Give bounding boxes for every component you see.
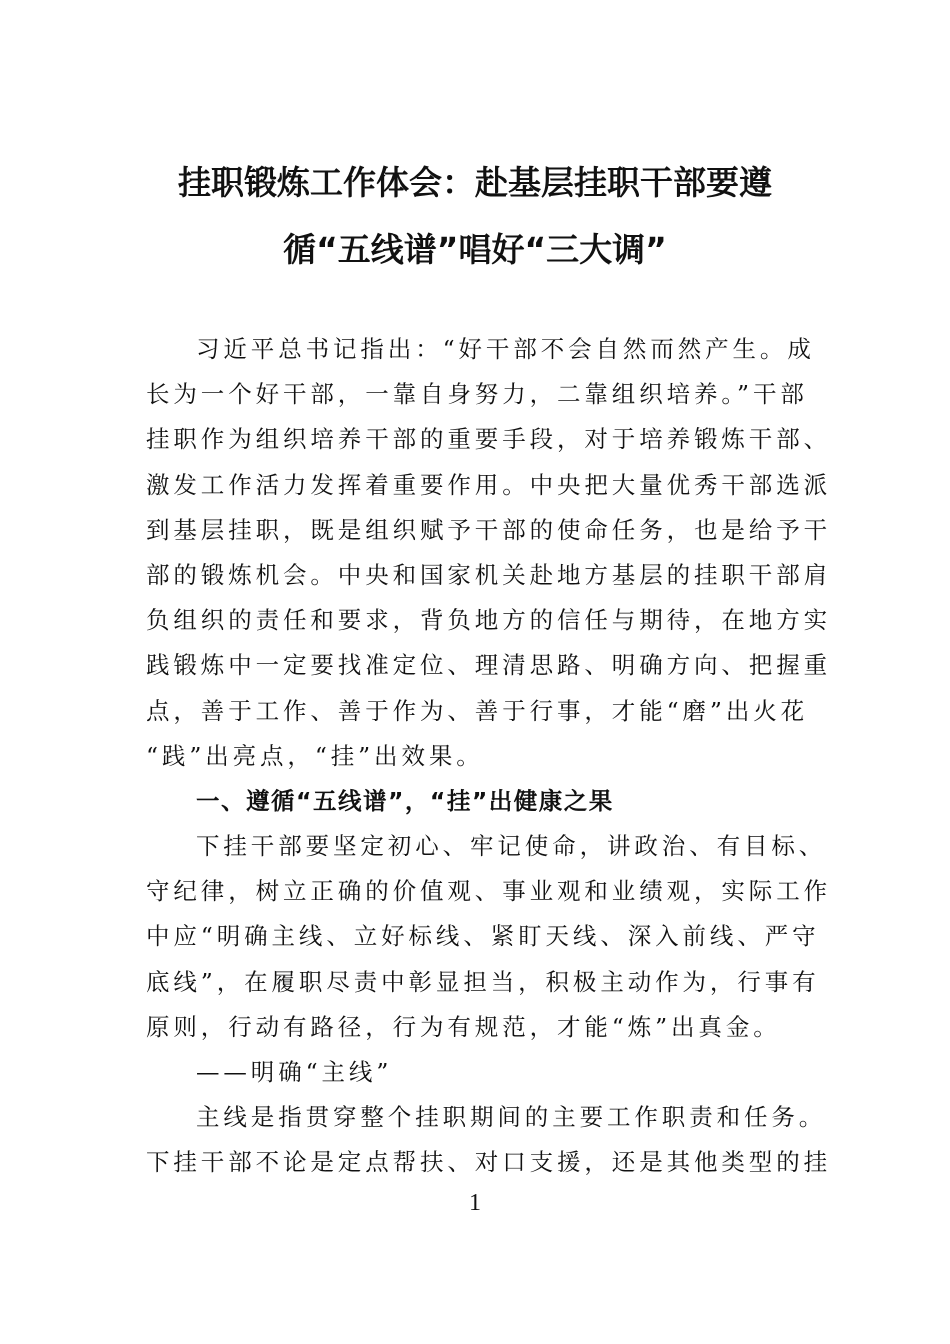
document-title-line-1: 挂职锻炼工作体会：赴基层挂职干部要遵 <box>178 163 772 202</box>
paragraph-line: 习近平总书记指出：“好干部不会自然而然产生。成 <box>196 335 815 363</box>
subsection-heading: ——明确“主线” <box>196 1058 393 1086</box>
section-heading: 一、遵循“五线谱”，“挂”出健康之果 <box>196 786 614 815</box>
paragraph-line: 负组织的责任和要求，背负地方的信任与期待，在地方实 <box>146 606 831 635</box>
paragraph-line: 长为一个好干部，一靠自身努力，二靠组织培养。”干部 <box>146 380 808 409</box>
paragraph-line: 挂职作为组织培养干部的重要手段，对于培养锻炼干部、 <box>146 425 831 454</box>
paragraph-line: 底线”，在履职尽责中彰显担当，积极主动作为，行事有 <box>146 967 820 996</box>
paragraph-line: 践锻炼中一定要找准定位、理清思路、明确方向、把握重 <box>146 651 831 680</box>
paragraph-line: 原则，行动有路径，行为有规范，才能“炼”出真金。 <box>146 1012 781 1041</box>
paragraph-line: “践”出亮点，“挂”出效果。 <box>146 741 484 770</box>
paragraph-line: 到基层挂职，既是组织赋予干部的使命任务，也是给予干 <box>146 515 831 544</box>
paragraph-line: 下挂干部不论是定点帮扶、对口支援，还是其他类型的挂 <box>146 1148 831 1177</box>
paragraph-line: 激发工作活力发挥着重要作用。中央把大量优秀干部选派 <box>146 470 831 499</box>
paragraph-line: 下挂干部要坚定初心、牢记使命，讲政治、有目标、 <box>196 832 827 861</box>
paragraph-line: 主线是指贯穿整个挂职期间的主要工作职责和任务。 <box>196 1103 827 1132</box>
page-number: 1 <box>469 1190 481 1216</box>
document-title-line-2: 循“五线谱”唱好“三大调” <box>283 230 667 269</box>
document-body <box>146 327 831 1186</box>
paragraph-line: 部的锻炼机会。中央和国家机关赴地方基层的挂职干部肩 <box>146 560 831 589</box>
paragraph-line: 中应“明确主线、立好标线、紧盯天线、深入前线、严守 <box>146 922 820 951</box>
paragraph-line: 点，善于工作、善于作为、善于行事，才能“磨”出火花 <box>146 696 809 725</box>
paragraph-line: 守纪律，树立正确的价值观、事业观和业绩观，实际工作 <box>146 877 831 906</box>
